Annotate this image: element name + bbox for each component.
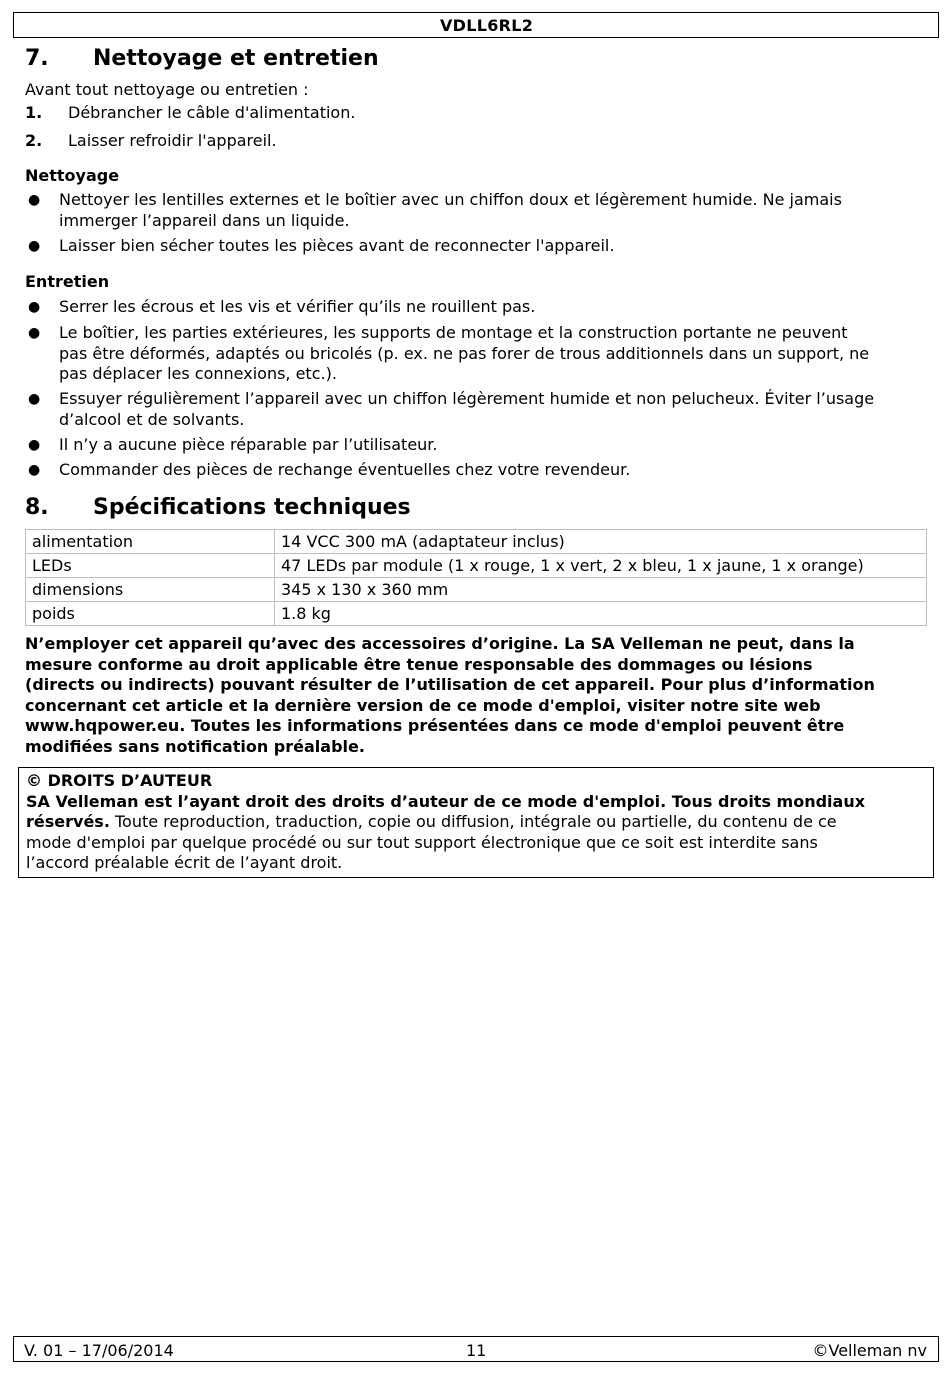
spec-label: poids xyxy=(26,602,275,626)
copyright-title: © DROITS D’AUTEUR xyxy=(26,771,213,790)
specifications-table xyxy=(25,529,927,626)
bullet-icon: ● xyxy=(28,391,41,407)
disclaimer-notice: N’employer cet appareil qu’avec des accessoires d’origine. La SA Velleman ne peut, dans la mesure conforme au droit applicable être tenue responsable des dommages ou lésions (directs ou indirects) pouvant résulter de l’utilisation de cet appareil. Pour plus d’information concernant cet article et la dernière version de ce mode d'emploi, visiter notre site web www.hqpower.eu. Toutes les informations présentées dans ce mode d'emploi peuvent être modifiées sans notification préalable. xyxy=(25,634,875,756)
page-footer xyxy=(13,1336,939,1362)
maintenance-heading: Entretien xyxy=(25,272,110,291)
table-row xyxy=(26,578,927,602)
page-number: 11 xyxy=(466,1341,487,1360)
cleaning-heading: Nettoyage xyxy=(25,166,120,185)
table-row xyxy=(26,554,927,578)
bullet-icon: ● xyxy=(28,462,41,478)
bullet-icon: ● xyxy=(28,192,41,208)
footer-company: ©Velleman nv xyxy=(812,1341,927,1360)
step-1-number: 1. xyxy=(25,103,43,122)
section-7-title: Nettoyage et entretien xyxy=(93,46,379,71)
spec-value: 14 VCC 300 mA (adaptateur inclus) xyxy=(275,530,927,554)
copyright-text: © DROITS D’AUTEUR SA Velleman est l’ayant droit des droits d’auteur de ce mode d'emploi. Tous droits mondiaux réservés. Toute reproduction, traduction, copie ou diffusion, intégrale ou partielle, du contenu de ce mode d'emploi par quelque procédé ou sur tout support électronique que ce soit est interdite sans l’accord préalable écrit de l’ayant droit. xyxy=(26,771,916,874)
section-7-number: 7. xyxy=(25,46,49,71)
table-row xyxy=(26,530,927,554)
bullet-icon: ● xyxy=(28,299,41,315)
cleaning-item-1: Nettoyer les lentilles externes et le boîtier avec un chiffon doux et légèrement humide. Ne jamais immerger l’appareil dans un liquide. xyxy=(59,190,842,230)
copyright-box xyxy=(18,767,934,878)
cleaning-item-2: Laisser bien sécher toutes les pièces avant de reconnecter l'appareil. xyxy=(59,236,615,255)
spec-value: 345 x 130 x 360 mm xyxy=(275,578,927,602)
spec-value: 47 LEDs par module (1 x rouge, 1 x vert, 2 x bleu, 1 x jaune, 1 x orange) xyxy=(275,554,927,578)
section-8-title: Spécifications techniques xyxy=(93,495,411,520)
maintenance-item-5: Commander des pièces de rechange éventuelles chez votre revendeur. xyxy=(59,460,631,479)
spec-value: 1.8 kg xyxy=(275,602,927,626)
spec-label: alimentation xyxy=(26,530,275,554)
spec-label: LEDs xyxy=(26,554,275,578)
bullet-icon: ● xyxy=(28,238,41,254)
maintenance-item-2: Le boîtier, les parties extérieures, les supports de montage et la construction portante ne peuvent pas être déformés, adaptés ou bricolés (p. ex. ne pas forer de trous additionnels dans un support, ne pas déplacer les connexions, etc.). xyxy=(59,323,870,383)
section-8-number: 8. xyxy=(25,495,49,520)
bullet-icon: ● xyxy=(28,437,41,453)
section-8-heading xyxy=(25,495,411,520)
section-7-intro: Avant tout nettoyage ou entretien : xyxy=(25,80,309,99)
bullet-icon: ● xyxy=(28,325,41,341)
model-title: VDLL6RL2 xyxy=(440,16,534,35)
table-row xyxy=(26,602,927,626)
footer-version: V. 01 – 17/06/2014 xyxy=(24,1341,174,1360)
step-1-text: Débrancher le câble d'alimentation. xyxy=(68,103,356,122)
step-2-number: 2. xyxy=(25,131,43,150)
maintenance-item-3: Essuyer régulièrement l’appareil avec un chiffon légèrement humide et non pelucheux. Éviter l’usage d’alcool et de solvants. xyxy=(59,389,875,429)
section-7-heading xyxy=(25,46,379,71)
maintenance-item-4: Il n’y a aucune pièce réparable par l’utilisateur. xyxy=(59,435,438,454)
page-header xyxy=(13,12,939,38)
maintenance-item-1: Serrer les écrous et les vis et vérifier qu’ils ne rouillent pas. xyxy=(59,297,536,316)
spec-label: dimensions xyxy=(26,578,275,602)
step-2-text: Laisser refroidir l'appareil. xyxy=(68,131,277,150)
